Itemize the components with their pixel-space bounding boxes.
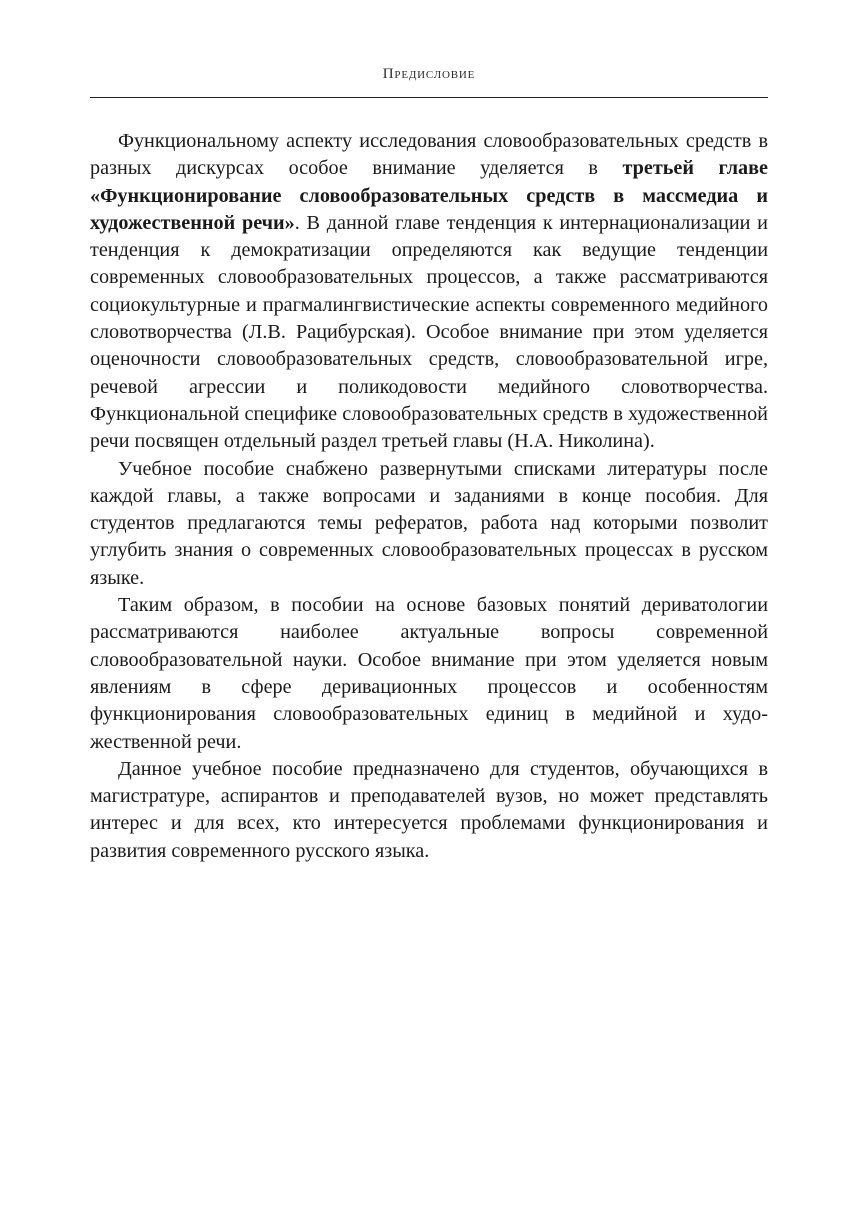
- running-head: Предисловие: [382, 66, 476, 82]
- paragraph-1-text-start: Функциональному аспекту исследования словообразовательных средств в разных дискурсах особое внимание уделяется в: [90, 130, 768, 180]
- paragraph-2: Учебное пособие снабжено развернутыми списками литературы после каждой главы, а также вопросами и заданиями в конце пособия. Для студентов предлагаются темы рефератов, работа над которыми позволит углубить знания о современных словообразовательных процессах в русском языке.: [90, 457, 768, 589]
- paragraph-1: [90, 128, 768, 456]
- header-rule: [90, 97, 768, 98]
- paragraph-4: Данное учебное пособие предназначено для студентов, обучающихся в магистратуре, аспирантов и преподавателей вузов, но может представлять интерес и для всех, кто интересуется проблемами функционирования и развития современного русского языка.: [90, 757, 768, 862]
- paragraph-3: Таким образом, в пособии на основе базовых понятий дериватологии рассматриваются наиболее актуальные вопросы современной словообразовательной науки. Особое внимание при этом уделяется новым явлениям в сфере деривационных процессов и особенностям функционирования словообразовательных единиц в медийной и художественной речи.: [90, 594, 768, 753]
- paragraph-1-bold-chapter-title: третьей главе «Функционирование словообразовательных средств в массмедиа и художественной речи»: [90, 157, 768, 234]
- paragraph-1-text-end: . В данной главе тенденция к интернационализации и тенденция к демократизации определяются как ведущие тенденции современных словообразовательных процессов, а также рассматриваются социокультурные и прагмалингвистические аспекты современного медийного словотворчества (Л.В. Рацибурская). Особое внимание при этом уделяется оценочности словообразовательных средств, словообразовательной игре, речевой агрессии и поликодовости медийного словотворчества. Функциональной специфике словообразовательных средств в художественной речи посвящен отдельный раздел третьей главы (Н.А. Николина).: [90, 211, 768, 453]
- body-text: [90, 128, 768, 865]
- book-page: [90, 0, 768, 865]
